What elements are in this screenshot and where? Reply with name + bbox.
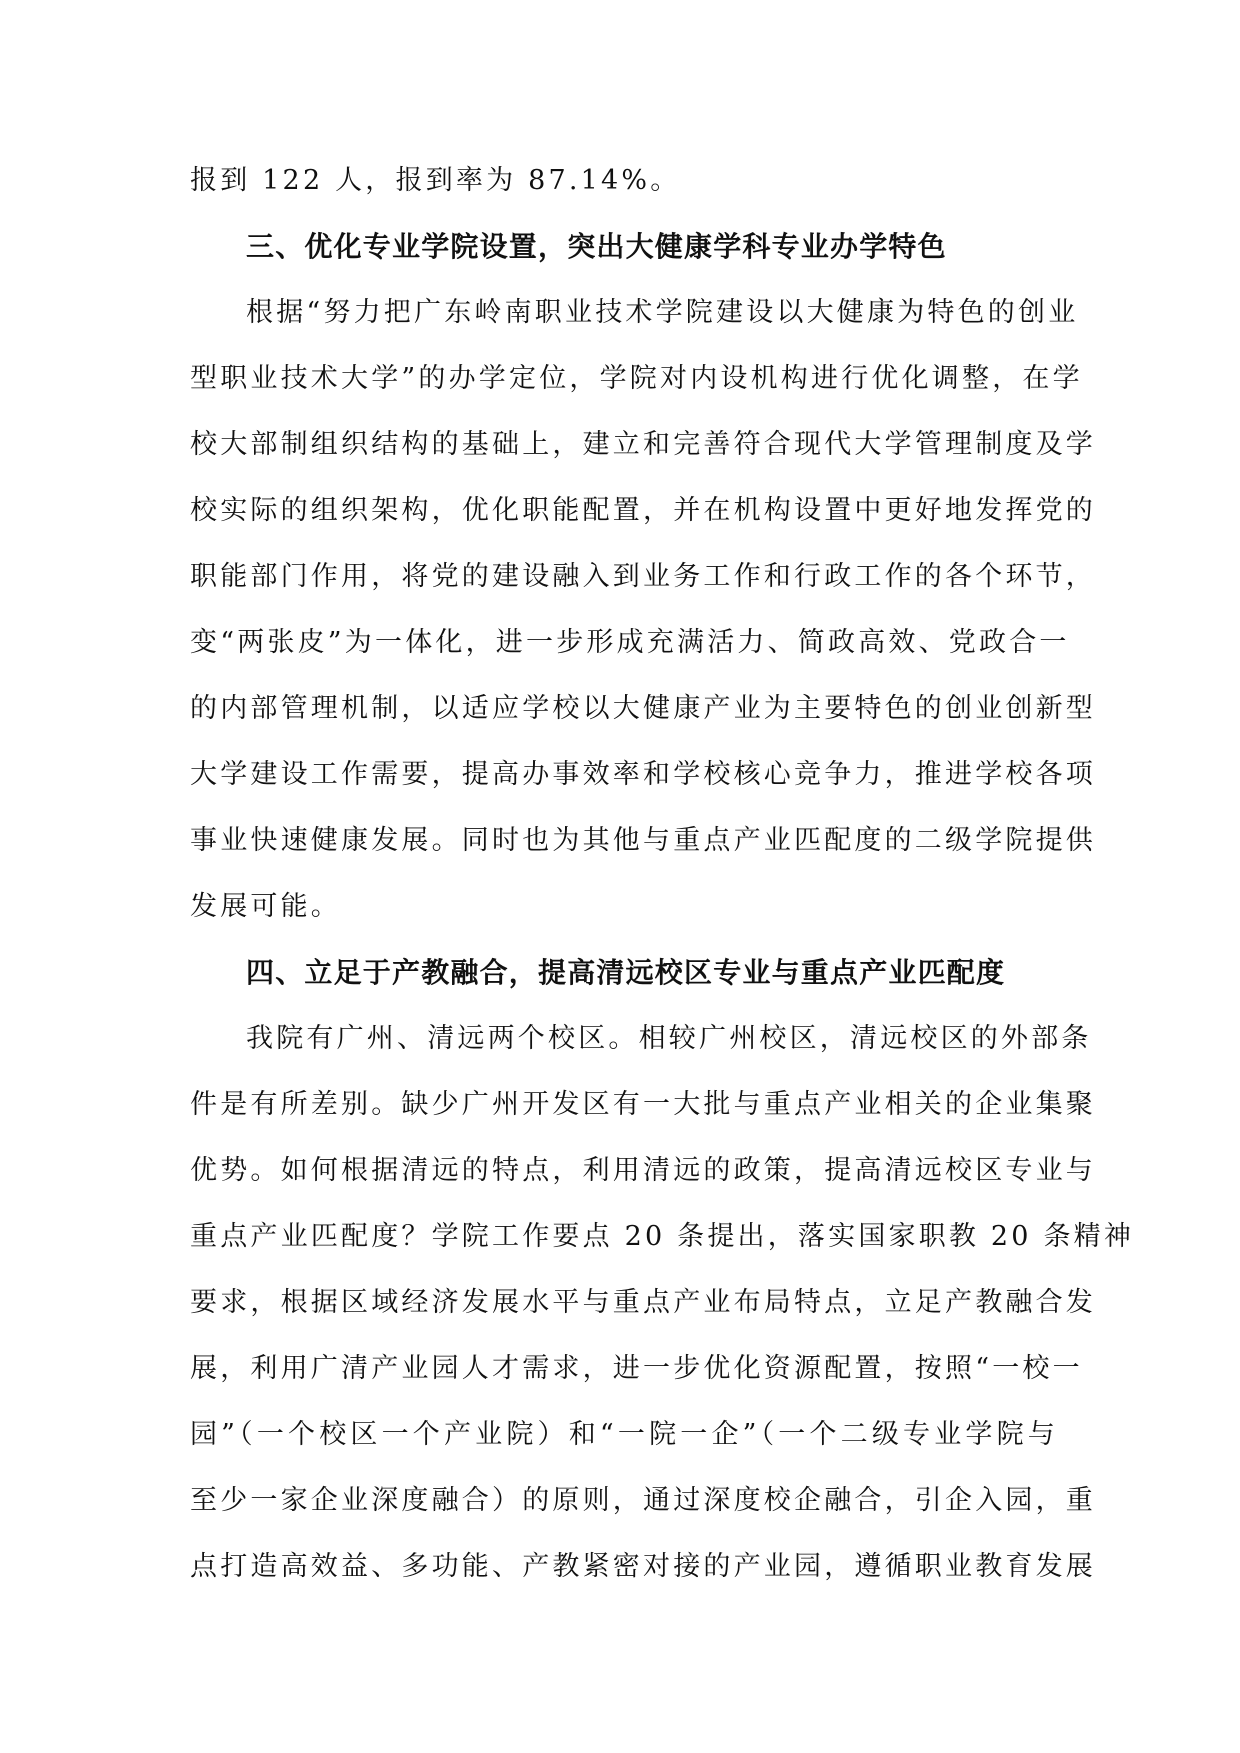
paragraph-line: 点打造高效益、多功能、产教紧密对接的产业园，遵循职业教育发展 [190,1551,1096,1582]
paragraph-line: 件是有所差别。缺少广州开发区有一大批与重点产业相关的企业集聚 [190,1089,1096,1120]
paragraph-line: 优势。如何根据清远的特点，利用清远的政策，提高清远校区专业与 [190,1155,1096,1186]
paragraph-line: 的内部管理机制，以适应学校以大健康产业为主要特色的创业创新型 [190,693,1096,724]
paragraph-line: 校大部制组织结构的基础上，建立和完善符合现代大学管理制度及学 [190,429,1096,460]
paragraph-line: 重点产业匹配度？学院工作要点 20 条提出，落实国家职教 20 条精神 [190,1221,1135,1252]
paragraph-line: 我院有广州、清远两个校区。相较广州校区，清远校区的外部条 [246,1023,1092,1054]
paragraph-line: 根据“努力把广东岭南职业技术学院建设以大健康为特色的创业 [246,297,1079,328]
paragraph-line: 要求，根据区域经济发展水平与重点产业布局特点，立足产教融合发 [190,1287,1096,1318]
document-body [190,160,1135,1612]
section-heading-4: 四、立足于产教融合，提高清远校区专业与重点产业匹配度 [246,956,1006,989]
paragraph-line: 型职业技术大学”的办学定位，学院对内设机构进行优化调整，在学 [190,363,1083,394]
section-4-paragraph [190,1018,1135,1612]
paragraph-line: 校实际的组织架构，优化职能配置，并在机构设置中更好地发挥党的 [190,495,1096,526]
paragraph-line: 报到 122 人，报到率为 87.14%。 [190,165,681,196]
section-3-paragraph [190,292,1096,952]
paragraph-line: 展，利用广清产业园人才需求，进一步优化资源配置，按照“一校一 [190,1353,1083,1384]
paragraph-line: 事业快速健康发展。同时也为其他与重点产业匹配度的二级学院提供 [190,825,1096,856]
paragraph-line: 发展可能。 [190,891,341,922]
paragraph-line: 园”（一个校区一个产业院）和“一院一企”（一个二级专业学院与 [190,1419,1058,1450]
section-heading-3: 三、优化专业学院设置，突出大健康学科专业办学特色 [246,230,947,263]
paragraph-line: 大学建设工作需要，提高办事效率和学校核心竞争力，推进学校各项 [190,759,1096,790]
paragraph-line: 至少一家企业深度融合）的原则，通过深度校企融合，引企入园，重 [190,1485,1096,1516]
paragraph-line: 职能部门作用，将党的建设融入到业务工作和行政工作的各个环节， [190,561,1096,592]
paragraph-line: 变“两张皮”为一体化，进一步形成充满活力、简政高效、党政合一 [190,627,1070,658]
